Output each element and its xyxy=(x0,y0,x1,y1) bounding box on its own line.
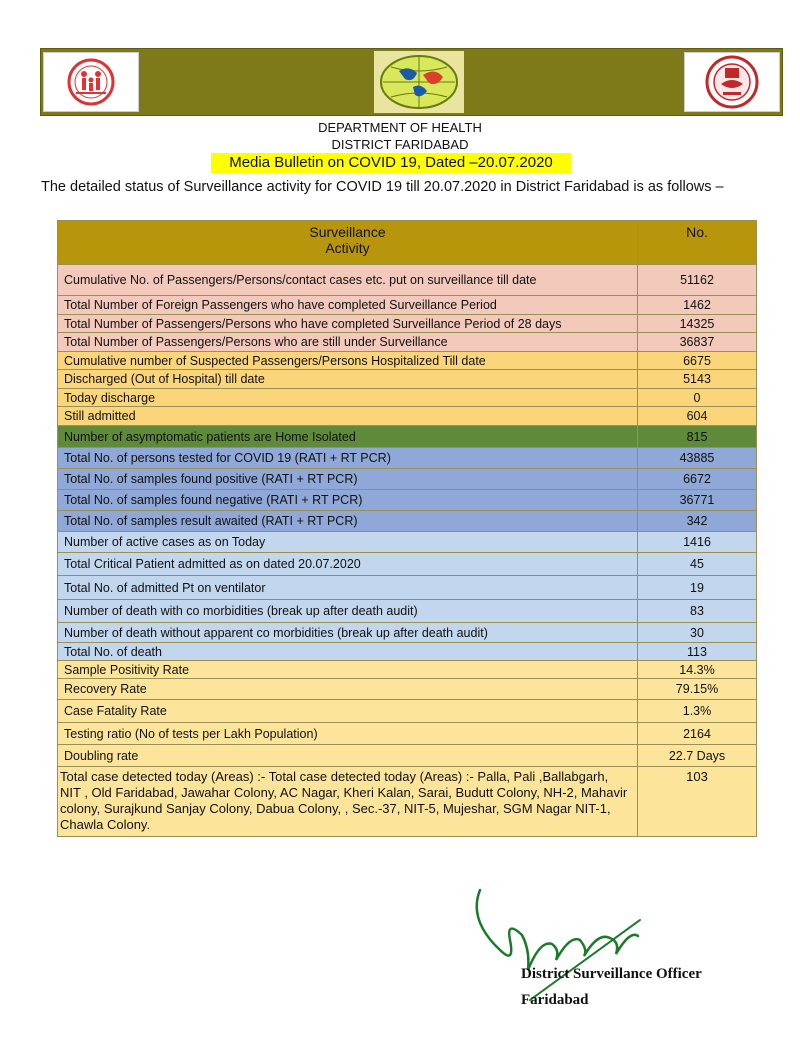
table-row xyxy=(58,700,757,723)
table-row xyxy=(58,352,757,370)
department-title: DEPARTMENT OF HEALTH xyxy=(318,120,482,135)
table-row xyxy=(58,532,757,553)
row-label: Total Number of Foreign Passengers who have completed Surveillance Period xyxy=(58,296,638,315)
table-row xyxy=(58,469,757,490)
table-row xyxy=(58,333,757,352)
areas-label: Total case detected today (Areas) :- Total case detected today (Areas) :- Palla, Pali ,Ballabgarh, NIT , Old Faridabad, Jawahar Colony, AC Nagar, Kheri Kalan, Sarai, Budutt Colony, NH-2, Mahavir colony, Surajkund Sanjay Colony, Dabua Colony, , Sec.-37, NIT-5, Mujeshar, SGM Nagar NIT-1, Chawla Colony. xyxy=(58,767,638,837)
row-value: 1.3% xyxy=(638,700,757,723)
row-value: 0 xyxy=(638,389,757,407)
row-value: 22.7 Days xyxy=(638,745,757,767)
row-label: Number of death with co morbidities (break up after death audit) xyxy=(58,600,638,623)
table-row xyxy=(58,389,757,407)
row-label: Total Number of Passengers/Persons who are still under Surveillance xyxy=(58,333,638,352)
signature-title: District Surveillance Officer xyxy=(521,966,702,982)
row-value: 113 xyxy=(638,643,757,661)
row-value: 6672 xyxy=(638,469,757,490)
row-label: Total No. of samples found negative (RATI + RT PCR) xyxy=(58,490,638,511)
table-row xyxy=(58,576,757,600)
table-row xyxy=(58,426,757,448)
row-value: 36771 xyxy=(638,490,757,511)
table-row xyxy=(58,623,757,643)
row-value: 342 xyxy=(638,511,757,532)
row-label: Testing ratio (No of tests per Lakh Population) xyxy=(58,723,638,745)
row-value: 83 xyxy=(638,600,757,623)
table-row xyxy=(58,661,757,679)
table-row xyxy=(58,745,757,767)
globe-icon xyxy=(377,53,461,111)
row-value: 14.3% xyxy=(638,661,757,679)
table-row xyxy=(58,490,757,511)
row-label: Total No. of death xyxy=(58,643,638,661)
areas-row xyxy=(58,767,757,837)
row-label: Total No. of samples found positive (RATI + RT PCR) xyxy=(58,469,638,490)
row-label: Cumulative number of Suspected Passengers/Persons Hospitalized Till date xyxy=(58,352,638,370)
row-value: 1462 xyxy=(638,296,757,315)
row-label: Total No. of persons tested for COVID 19 (RATI + RT PCR) xyxy=(58,448,638,469)
row-value: 19 xyxy=(638,576,757,600)
row-label: Doubling rate xyxy=(58,745,638,767)
row-label: Total Number of Passengers/Persons who have completed Surveillance Period of 28 days xyxy=(58,315,638,333)
table-row xyxy=(58,265,757,296)
row-label: Number of asymptomatic patients are Home Isolated xyxy=(58,426,638,448)
row-label: Number of death without apparent co morbidities (break up after death audit) xyxy=(58,623,638,643)
table-row xyxy=(58,679,757,700)
intro-text: The detailed status of Surveillance activity for COVID 19 till 20.07.2020 in District Faridabad is as follows – xyxy=(41,179,724,195)
table-row xyxy=(58,370,757,389)
globe-logo xyxy=(374,51,464,113)
row-label: Total No. of samples result awaited (RATI + RT PCR) xyxy=(58,511,638,532)
areas-value: 103 xyxy=(638,767,757,837)
row-value: 43885 xyxy=(638,448,757,469)
row-value: 30 xyxy=(638,623,757,643)
row-label: Cumulative No. of Passengers/Persons/contact cases etc. put on surveillance till date xyxy=(58,265,638,296)
row-label: Still admitted xyxy=(58,407,638,426)
state-seal-icon xyxy=(687,54,777,110)
row-value: 6675 xyxy=(638,352,757,370)
row-value: 79.15% xyxy=(638,679,757,700)
activity-header-line1: Surveillance xyxy=(309,224,386,240)
row-value: 2164 xyxy=(638,723,757,745)
table-row xyxy=(58,600,757,623)
district-title: DISTRICT FARIDABAD xyxy=(331,137,469,152)
signature-place: Faridabad xyxy=(521,992,589,1008)
table-row xyxy=(58,511,757,532)
number-column-header: No. xyxy=(638,221,757,265)
row-value: 5143 xyxy=(638,370,757,389)
activity-column-header xyxy=(58,221,638,265)
bulletin-title: Media Bulletin on COVID 19, Dated –20.07.2020 xyxy=(211,153,571,173)
table-row xyxy=(58,315,757,333)
surveillance-table xyxy=(57,220,757,837)
row-value: 14325 xyxy=(638,315,757,333)
row-label: Today discharge xyxy=(58,389,638,407)
row-label: Total No. of admitted Pt on ventilator xyxy=(58,576,638,600)
table-row xyxy=(58,553,757,576)
row-value: 604 xyxy=(638,407,757,426)
haryana-government-seal xyxy=(684,52,780,112)
row-value: 51162 xyxy=(638,265,757,296)
row-value: 36837 xyxy=(638,333,757,352)
row-value: 1416 xyxy=(638,532,757,553)
table-row xyxy=(58,296,757,315)
header-banner xyxy=(40,48,783,116)
table-row xyxy=(58,723,757,745)
row-label: Recovery Rate xyxy=(58,679,638,700)
row-label: Number of active cases as on Today xyxy=(58,532,638,553)
activity-header-line2: Activity xyxy=(325,240,370,256)
table-row xyxy=(58,448,757,469)
nhm-emblem-icon xyxy=(46,54,136,110)
row-label: Case Fatality Rate xyxy=(58,700,638,723)
row-value: 815 xyxy=(638,426,757,448)
row-label: Discharged (Out of Hospital) till date xyxy=(58,370,638,389)
row-label: Total Critical Patient admitted as on dated 20.07.2020 xyxy=(58,553,638,576)
table-header-row xyxy=(58,221,757,265)
national-health-mission-logo xyxy=(43,52,139,112)
row-value: 45 xyxy=(638,553,757,576)
table-row xyxy=(58,407,757,426)
table-row xyxy=(58,643,757,661)
row-label: Sample Positivity Rate xyxy=(58,661,638,679)
